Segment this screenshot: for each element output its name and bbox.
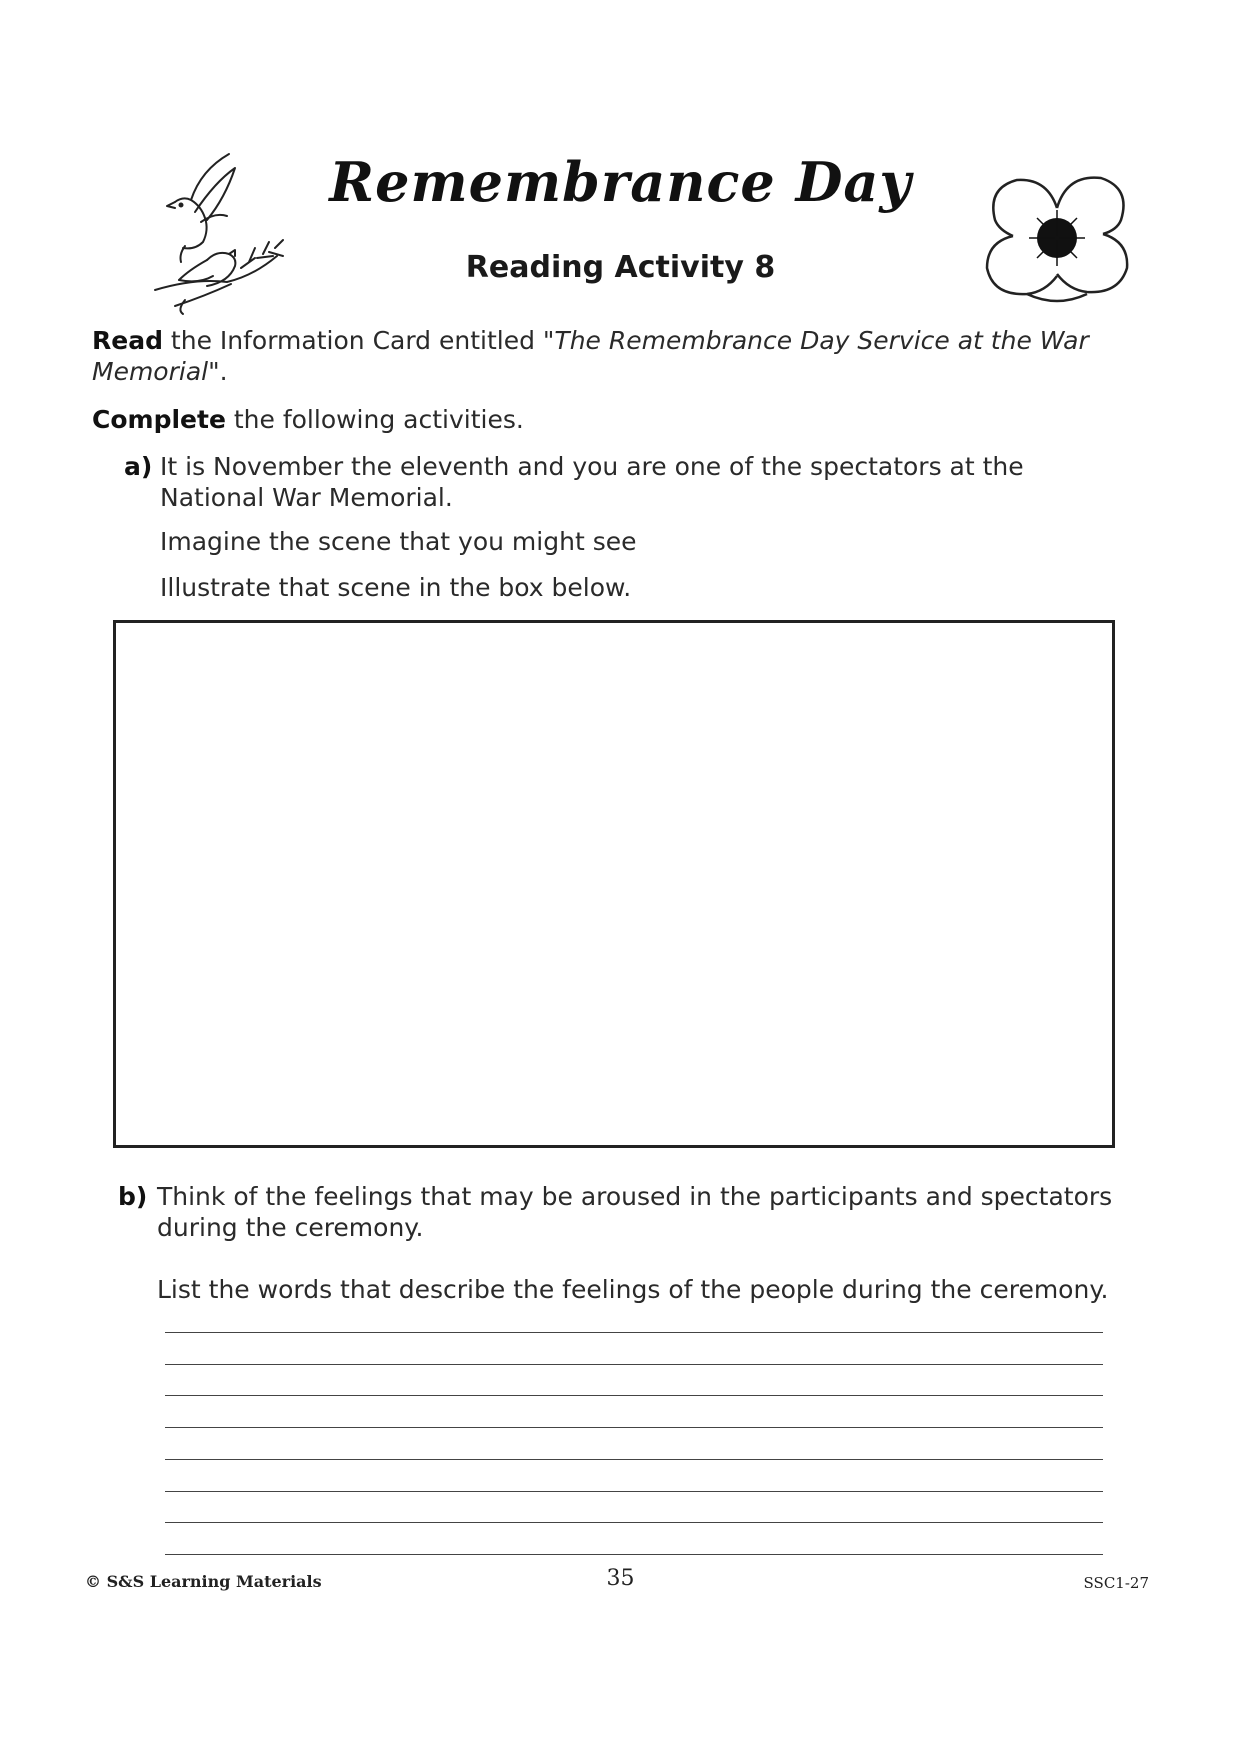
item-b-label: b) (118, 1182, 148, 1211)
read-end: . (219, 357, 228, 386)
answer-line[interactable] (165, 1364, 1103, 1365)
read-instruction (92, 325, 1102, 387)
read-keyword: Read (92, 326, 163, 355)
page-title: Remembrance Day (329, 150, 912, 214)
complete-keyword: Complete (92, 405, 226, 434)
item-a-label: a) (124, 452, 153, 481)
answer-line[interactable] (165, 1395, 1103, 1396)
item-b-text: Think of the feelings that may be aroused in the participants and spectators during the ceremony. (157, 1182, 1113, 1242)
answer-line[interactable] (165, 1491, 1103, 1492)
footer-copyright: © S&S Learning Materials (85, 1572, 322, 1591)
answer-line[interactable] (165, 1554, 1103, 1555)
illustration-box[interactable] (113, 620, 1115, 1148)
answer-line[interactable] (165, 1332, 1103, 1333)
activity-subtitle: Reading Activity 8 (465, 250, 776, 285)
read-text: the Information Card entitled (162, 326, 543, 355)
item-a-illustrate: Illustrate that scene in the box below. (160, 573, 632, 602)
item-b-list-prompt: List the words that describe the feelings of the people during the ceremony. (157, 1275, 1109, 1304)
complete-text: the following activities. (225, 405, 524, 434)
footer-code: SSC1-27 (1083, 1574, 1149, 1592)
card-title: "The Remembrance Day Service at the War Memorial" (92, 326, 1089, 386)
page-number: 35 (606, 1566, 635, 1591)
answer-line[interactable] (165, 1459, 1103, 1460)
complete-instruction (92, 404, 1102, 435)
answer-line[interactable] (165, 1522, 1103, 1523)
item-a-text: It is November the eleventh and you are one of the spectators at the National War Memorial. (160, 452, 1024, 512)
item-a-imagine: Imagine the scene that you might see (160, 527, 637, 556)
answer-line[interactable] (165, 1427, 1103, 1428)
poppy-icon (975, 160, 1140, 315)
